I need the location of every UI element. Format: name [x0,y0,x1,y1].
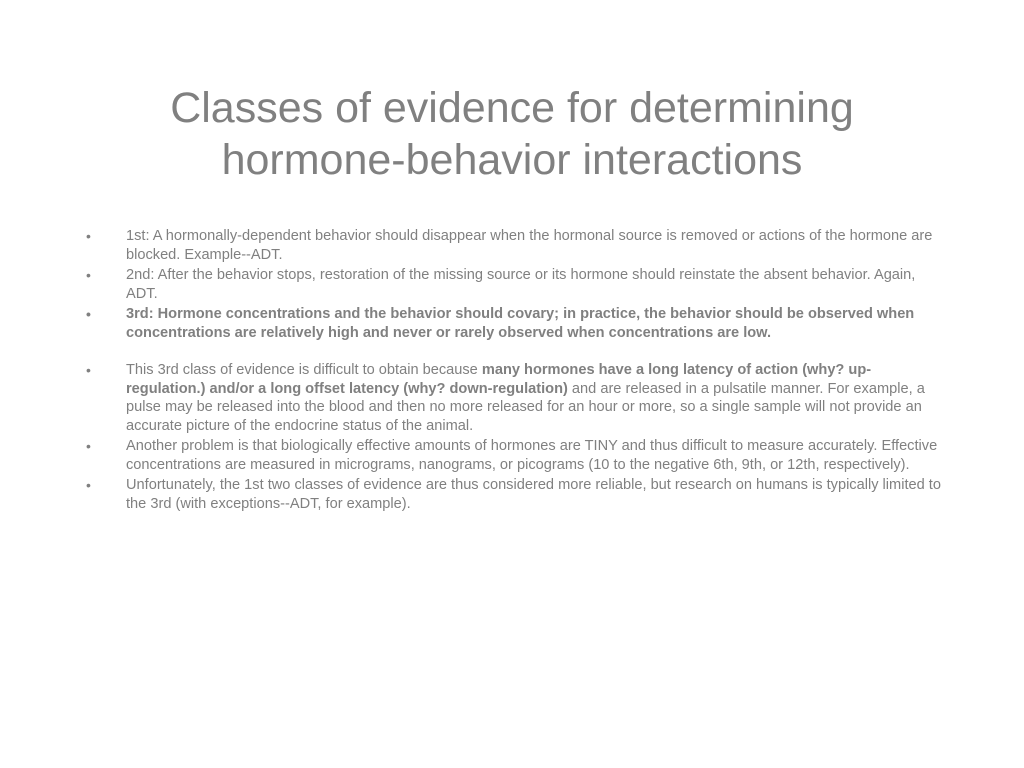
bullet-dot-icon: • [86,477,91,493]
bullet-text: 1st: A hormonally-dependent behavior should disappear when the hormonal source is removed or actions of the hormone are blocked. Example--ADT. [126,228,933,263]
bullet-text-bold: many hormones have a long latency of action (why? up-regulation.) and/or a long offset latency (why? down-regulation) [126,362,872,397]
bullet-text: 3rd: Hormone concentrations and the behavior should covary; in practice, the behavior should be observed when concentrations are relatively high and never or rarely observed when concentrations are low. [126,306,915,341]
bullet-item-2nd-class [84,266,944,303]
bullet-item-3rd-class-difficulty [84,361,944,435]
bullet-text: Another problem is that biologically effective amounts of hormones are TINY and thus difficult to measure accurately. Effective concentrations are measured in micrograms, nanograms, or picograms (10 to the negative 6th, 9th, or 12th, respectively). [126,438,938,473]
bullet-text-before: This 3rd class of evidence is difficult to obtain because [126,362,482,378]
title-line-1: Classes of evidence for determining [170,84,854,132]
bullet-dot-icon: • [86,438,91,454]
bullet-text-after: and are released in a pulsatile manner. For example, a pulse may be released into the blood and then no more released for an hour or more, so a single sample will not provide an accurate picture of the endocrine status of the animal. [126,380,925,434]
bullet-list [84,227,944,515]
bullet-dot-icon: • [86,267,91,283]
bullet-dot-icon: • [86,362,91,378]
slide-title [100,82,924,186]
bullet-text: 2nd: After the behavior stops, restoration of the missing source or its hormone should reinstate the absent behavior. Again, ADT. [126,267,916,302]
bullet-item-3rd-class [84,305,944,342]
title-line-2: hormone-behavior interactions [221,136,803,184]
bullet-dot-icon: • [86,306,91,322]
bullet-dot-icon: • [86,228,91,244]
bullet-item-tiny-amounts [84,437,944,474]
bullet-text: Unfortunately, the 1st two classes of evidence are thus considered more reliable, but research on humans is typically limited to the 3rd (with exceptions--ADT, for example). [126,477,941,512]
bullet-item-reliability [84,476,944,513]
bullet-item-1st-class [84,227,944,264]
